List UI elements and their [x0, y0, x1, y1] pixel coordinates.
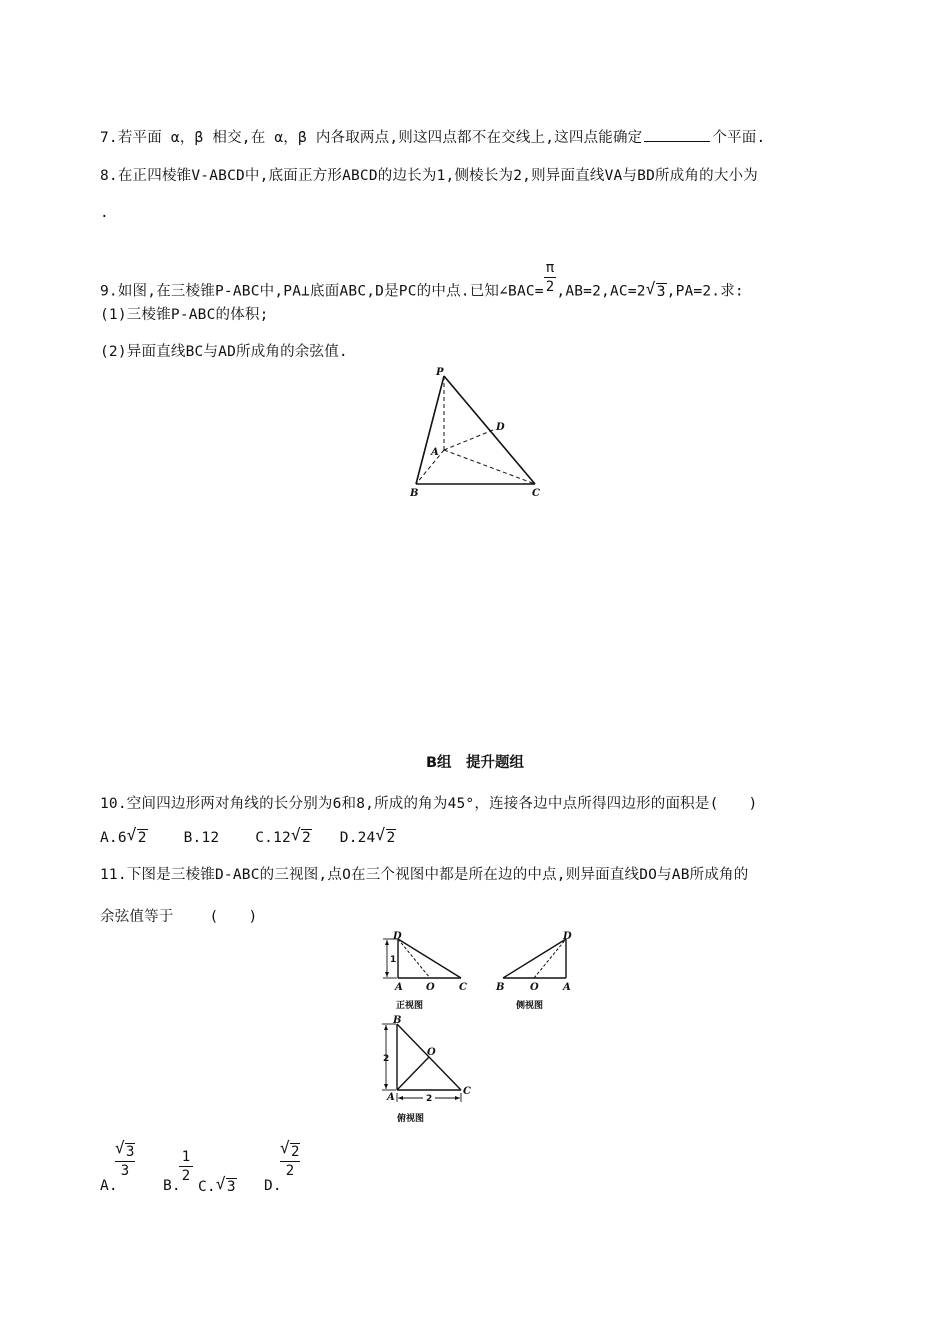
q7-answer-blank[interactable] — [644, 127, 710, 142]
section-b-title: B组 提升题组 — [425, 755, 525, 771]
q11-optD-den: 2 — [280, 1161, 300, 1180]
q11-optA-den: 3 — [115, 1161, 135, 1180]
q9-text-mid: ,AB=2,AC=2 — [556, 283, 646, 300]
top-label-a: A — [387, 1092, 395, 1103]
q11-text2: 余弦值等于 — [100, 909, 174, 925]
q10-optA-rad: 2 — [137, 830, 147, 846]
top-dim-vertical: 2 — [383, 1054, 390, 1064]
q8-period: . — [100, 205, 109, 221]
q10-optA-sqrt — [128, 829, 148, 846]
q10-option-d[interactable] — [340, 830, 397, 846]
q11-optB-num: 1 — [181, 1149, 191, 1165]
edge-ad — [444, 430, 493, 450]
front-label-a: A — [395, 982, 403, 993]
q11-optA-fraction — [115, 1143, 135, 1180]
q10-optC-sqrt — [292, 829, 312, 846]
q10-option-a[interactable] — [100, 830, 148, 846]
side-view — [495, 931, 572, 1011]
q11-optA-sqrt — [116, 1143, 135, 1161]
question-7 — [100, 126, 765, 147]
q10-optC-text: C.12 — [255, 830, 291, 846]
question-8-end — [100, 205, 109, 221]
q11-optD-sqrt — [281, 1143, 300, 1161]
label-b: B — [410, 488, 419, 499]
q11-optD-label: D. — [264, 1178, 282, 1194]
front-dim: 1 — [390, 955, 397, 965]
label-d: D — [496, 422, 505, 433]
front-view — [383, 931, 467, 1011]
q11-option-c[interactable] — [198, 1178, 237, 1195]
top-caption: 俯视图 — [397, 1114, 425, 1124]
q9-subquestion-1: (1)三棱锥P-ABC的体积; — [100, 307, 269, 323]
q9-angle-fraction — [544, 259, 557, 296]
question-10 — [100, 792, 757, 813]
q9-sqrt-rad: 3 — [656, 283, 666, 300]
q9-frac-den: 2 — [545, 279, 555, 295]
front-label-d: D — [393, 931, 402, 942]
q9-frac-num: π — [545, 260, 555, 276]
q10-option-b[interactable]: B.12 — [183, 830, 220, 846]
q11-optB-den: 2 — [179, 1166, 193, 1185]
top-view — [382, 1015, 471, 1124]
side-caption: 侧视图 — [516, 1001, 544, 1011]
top-dim-horizontal: 2 — [426, 1094, 433, 1104]
top-label-b: B — [393, 1015, 402, 1026]
q10-optD-sqrt — [377, 829, 397, 846]
q9-subquestion-2: (2)异面直线BC与AD所成角的余弦值. — [100, 344, 348, 360]
top-label-c: C — [463, 1086, 471, 1097]
q11-option-d[interactable] — [264, 1178, 282, 1194]
three-views-figure — [370, 930, 590, 1130]
q11-optC-label: C. — [198, 1179, 216, 1195]
question-11 — [100, 863, 748, 884]
edge-pc — [444, 376, 535, 484]
q11-text: 11.下图是三棱锥D-ABC的三视图,点O在三个视图中都是所在边的中点,则异面直线DO与AB所成角的 — [100, 867, 749, 883]
q11-optB-label: B. — [163, 1178, 181, 1194]
q11-optC-sqrt — [217, 1178, 237, 1195]
label-c: C — [532, 488, 540, 499]
side-label-d: D — [563, 931, 572, 942]
q9-text-end: ,PA=2.求: — [666, 283, 744, 300]
side-label-a: A — [563, 982, 571, 993]
q11-optD-num: 2 — [291, 1144, 300, 1160]
edge-pb — [416, 376, 444, 484]
q11-option-a[interactable] — [100, 1178, 118, 1194]
q10-stem-end: ) — [748, 796, 758, 812]
q10-stem: 10.空间四边形两对角线的长分别为6和8,所成的角为45°，连接各边中点所得四边形的面积是( — [100, 796, 719, 812]
q7-text: 7.若平面 α，β 相交,在 α，β 内各取两点,则这四点都不在交线上,这四点能确定 — [100, 130, 643, 146]
q10-optD-rad: 2 — [386, 830, 396, 846]
question-8 — [100, 164, 758, 185]
q8-text: 8.在正四棱锥V-ABCD中,底面正方形ABCD的边长为1,侧棱长为2,则异面直线VA与BD所成角的大小为 — [100, 168, 758, 184]
q10-optD-text: D.24 — [339, 830, 376, 846]
side-label-b: B — [496, 982, 505, 993]
q11-optD-fraction — [280, 1143, 300, 1180]
q10-optC-rad: 2 — [301, 830, 311, 846]
q9-sqrt — [647, 283, 667, 300]
side-label-o: O — [530, 982, 539, 993]
q11-optA-num: 3 — [126, 1144, 135, 1160]
front-label-o: O — [426, 982, 435, 993]
q11-optA-label: A. — [100, 1178, 118, 1194]
q11-optB-fraction — [179, 1148, 193, 1185]
q10-optA-text: A.6 — [100, 830, 127, 846]
q7-text-end: 个平面. — [712, 130, 766, 146]
front-caption: 正视图 — [396, 1001, 424, 1011]
top-label-o: O — [427, 1047, 436, 1058]
q9-text: 9.如图,在三棱锥P-ABC中,PA⊥底面ABC,D是PC的中点.已知∠BAC= — [100, 283, 544, 300]
label-a: A — [431, 447, 439, 458]
label-p: P — [436, 367, 444, 378]
q11-paren-open: ( — [209, 909, 219, 925]
tetrahedron-figure — [400, 362, 560, 502]
q10-options — [100, 829, 396, 846]
question-11-line2 — [100, 905, 257, 926]
q11-optC-rad: 3 — [226, 1179, 236, 1195]
front-label-c: C — [459, 982, 467, 993]
q11-paren-close: ) — [248, 909, 258, 925]
q10-option-c[interactable] — [255, 830, 312, 846]
